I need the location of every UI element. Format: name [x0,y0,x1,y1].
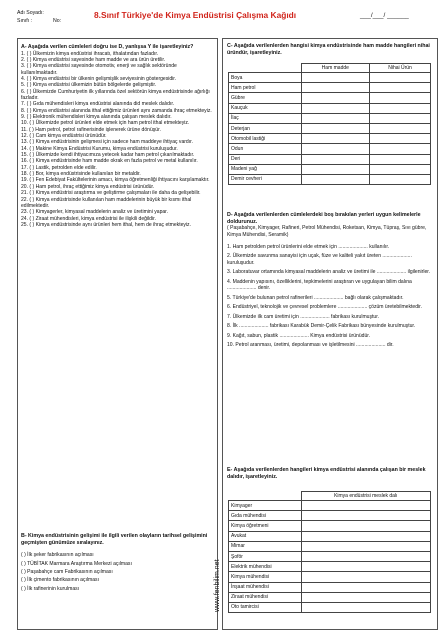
answer-cell[interactable] [301,602,431,612]
section-d-list [227,244,433,349]
answer-cell[interactable] [301,154,370,164]
answer-cell[interactable] [301,164,370,174]
table-row [229,154,431,164]
table-row [229,83,431,93]
statement-item: 2. ( ) Kimya endüstrisi sayesinde ham madde ve ara ürün üretilir. [21,56,166,63]
row-label: Mimar [229,541,302,551]
answer-cell[interactable] [301,113,370,123]
name-label: Adı Soyadı: [17,10,44,16]
answer-cell[interactable] [370,164,431,174]
statement-item: 24. ( ) Ziraat mühendisleri, kimya endüstrisi ile ilişkili değildir. [21,215,156,222]
statement-item: 22. ( ) Kimya endüstrisinde kullanılan ham maddelerinin büyük bir kısmı ithal edilmektedir. [21,196,192,209]
table-row [229,134,431,144]
row-label: Kimya öğretmeni [229,521,302,531]
row-label: Deterjan [229,123,302,133]
answer-cell[interactable] [301,582,431,592]
statement-item: 5. ( ) Kimya endüstrisi ülkemizin bütün bölgelerde gelişmiştir. [21,82,157,89]
answer-cell[interactable] [370,83,431,93]
row-label: Avukat [229,531,302,541]
statement-item: 13. ( ) Kimya endüstrisinin gelişmesi için sadece ham maddeye ihtiyaç vardır. [21,139,193,146]
answer-cell[interactable] [301,144,370,154]
row-label: Ziraat mühendisi [229,592,302,602]
table-row [229,582,431,592]
answer-cell[interactable] [301,562,431,572]
row-label: Deri [229,154,302,164]
col-meslek-dali: Kimya endüstrisi meslek dalı [301,492,431,501]
answer-cell[interactable] [301,572,431,582]
section-d-words: ( Paşabahçe, Kimyager, Rafineri, Petrol Mühendisi, Roketsan, Kimya, Tüpraş, Sıvı gübre, Kimya Mühendisi, Seramik) [227,225,427,238]
fill-blank-item: 9. Kağıt, sabun, plastik ..................... Kimya endüstrisi ürünüdür. [227,332,371,339]
row-label: Madeni yağ [229,164,302,174]
table-row [229,531,431,541]
row-label: İnşaat mühendisi [229,582,302,592]
section-c-title: C- Aşağıda verilenlerden hangisi kimya endüstrisinde ham madde hangileri nihai üründür, işaretleyiniz. [227,43,430,56]
answer-cell[interactable] [301,103,370,113]
fill-blank-item: 1. Ham petrolden petrol ürünlerini elde etmek için ..................... kullanılır. [227,243,390,250]
event-item: ( ) TÜBİTAK Marmara Araştırma Merkezi açılması [21,560,132,567]
row-label: Oto tamircisi [229,602,302,612]
statement-item: 7. ( ) Gıda mühendisleri kimya endüstrisi alanında did meslek dalıdır. [21,101,175,108]
row-label: Ham petrol [229,83,302,93]
section-a-title: A- Aşağıda verilen cümleleri doğru ise D, yanlışsa Y ile işaretleyiniz? [21,44,194,50]
row-label: Demir cevheri [229,174,302,184]
answer-cell[interactable] [301,501,431,511]
table-corner [229,64,302,73]
section-a-list [21,51,214,229]
left-column [17,38,218,630]
table-row [229,164,431,174]
class-label: Sınıfı : [17,18,32,24]
row-label: Gıda mühendisi [229,511,302,521]
row-label: Gübre [229,93,302,103]
answer-cell[interactable] [301,123,370,133]
statement-item: 17. ( ) Lastik, petrolden elde edilir. [21,164,97,171]
event-item: ( ) İlk çimento fabrikasının açılması [21,577,99,584]
statement-item: 3. ( ) Kimya endüstrisi sayesinde otomotiv, enerji ve sağlık sektöründe kullanılmaktadır. [21,63,177,76]
statement-item: 15. ( ) Ülkemizde kendi ihtiyacımıza yetecek kadar ham petrol çıkarılmaktadır. [21,152,195,159]
answer-cell[interactable] [301,592,431,602]
date-field: ___/___/ ______ [360,12,409,19]
no-label: No: [53,18,62,24]
answer-cell[interactable] [370,134,431,144]
row-label: İlaç [229,113,302,123]
fill-blank-item: 3. Laboratuvar ortamında kimyasal maddelerin analiz ve üretimi ile ..................... ilgilenirler. [227,269,431,276]
row-label: Şoför [229,551,302,561]
answer-cell[interactable] [301,531,431,541]
table-row [229,521,431,531]
col-ham-madde: Ham madde [301,64,370,73]
answer-cell[interactable] [370,154,431,164]
section-d-title: D- Aşağıda verilenlerden cümlelerdeki boş bırakılan yerleri uygun kelimelerle doldurunuz. [227,212,421,225]
table-row [229,73,431,83]
statement-item: 19. ( ) Fen Edebiyat Fakültelerinin amacı, kimya öğretmenliği ihtiyacını karşılamaktır. [21,177,210,184]
answer-cell[interactable] [301,174,370,184]
row-label: Kauçuk [229,103,302,113]
statement-item: 18. ( ) Bor, kimya endüstrisinde kullanılan bir metaldir. [21,171,141,178]
row-label: Kimya mühendisi [229,572,302,582]
answer-cell[interactable] [370,103,431,113]
fill-blank-item: 2. Ülkemizde savunma sanayisi için uçak, füze ve kaliteli yakıt üreten ..................... kuruluşudur. [227,253,412,266]
statement-item: 4. ( ) Kimya endüstrisi bir ülkenin gelişmişlik seviyesinin göstergesidir. [21,75,177,82]
row-label: Kimyager [229,501,302,511]
section-b-title: B- Kimya endüstrisinin gelişimi ile ilgili verilen olayların tarihsel gelişimini geçmişten günümüze sıralayınız. [21,533,208,546]
fill-blank-item: 7. Ülkemizde ilk cam üretimi için ..................... fabrikası kurulmuştur. [227,313,380,320]
table-row [229,541,431,551]
row-label: Boya [229,73,302,83]
table-row [229,592,431,602]
section-c-table [228,63,431,185]
event-item: ( ) Paşabahçe cam Fabrikasının açılması [21,568,113,575]
table-row [229,562,431,572]
row-label: Odun [229,144,302,154]
page-title: 8.Sınıf Türkiye'de Kimya Endüstrisi Çalışma Kağıdı [94,10,297,20]
section-e-table [228,491,431,613]
statement-item: 8. ( ) Kimya endüstrisi alanında ithal ettiğimiz ürünleri aynı zamanda ihraç etmekteyiz. [21,107,212,114]
statement-item: 23. ( ) Kimyagerler, kimyasal maddelerin analiz ve üretimini yapar. [21,209,168,216]
table-corner [229,492,302,501]
table-row [229,572,431,582]
answer-cell[interactable] [301,83,370,93]
table-row [229,551,431,561]
answer-cell[interactable] [301,511,431,521]
statement-item: 10. ( ) Ülkemizde petrol ürünleri elde etmek için ham petrol ithal etmekteyiz. [21,120,190,127]
statement-item: 1. ( ) Ülkemizin kimya endüstrisi ihracatı, ithalatından fazladır. [21,50,159,57]
statement-item: 14. ( ) Makine Kimya Endüstrisi Kurumu, kimya endüstrisi kuruluşudur. [21,145,178,152]
event-item: ( ) İlk rafinerinin kurulması [21,585,80,592]
fill-blank-item: 4. Maddenin yapısını, özelliklerini, tepkimelerini araştıran ve uygulayan bilim dalına ..................... denir. [227,278,412,292]
fill-blank-item: 8. İlk ..................... fabrikası Karabük Demir-Çelik Fabrikası bünyesinde kurulmuştur. [227,323,416,330]
section-e-title: E- Aşağıda verilenlerden hangileri kimya endüstrisi alanında çalışan bir meslek dalıdır, işaretleyiniz. [227,467,426,480]
table-row [229,511,431,521]
table-row [229,501,431,511]
table-row [229,113,431,123]
answer-cell[interactable] [301,541,431,551]
answer-cell[interactable] [370,123,431,133]
statement-item: 20. ( ) Ham petrol, ihraç ettiğimiz kimya endüstrisi ürünüdür. [21,183,155,190]
fill-blank-item: 5. Türkiye'de bulunan petrol rafinerileri ..................... bağlı olarak çalışmaktadır. [227,294,404,301]
answer-cell[interactable] [370,93,431,103]
answer-cell[interactable] [301,73,370,83]
col-nihai-urun: Nihai Ürün [370,64,431,73]
answer-cell[interactable] [370,113,431,123]
event-item: ( ) İlk şeker fabrikasının açılması [21,552,94,559]
table-row [229,174,431,184]
row-label: Elektrik mühendisi [229,562,302,572]
right-column [222,38,438,630]
statement-item: 12. ( ) Cam kimya endüstrisi ürünüdür. [21,133,107,140]
table-row [229,602,431,612]
answer-cell[interactable] [301,551,431,561]
answer-cell[interactable] [301,93,370,103]
watermark: www.fenbilim.net [214,559,221,612]
statement-item: 25. ( ) Kimya endüstrisinde aynı ürünleri hem ithal, hem de ihraç etmekteyiz. [21,221,191,228]
answer-cell[interactable] [370,144,431,154]
fill-blank-item: 10. Petrol aranması, üretimi, depolanması ve işletilmesini ..................... dir. [227,342,394,349]
answer-cell[interactable] [301,521,431,531]
statement-item: 6. ( ) Ülkemizde Cumhuriyetin ilk yıllarında özel sektörün kimya endüstrisinde ağırlığı fazladır. [21,88,210,101]
table-row [229,103,431,113]
fill-blank-item: 6. Endüstriyel, teknolojik ve çevresel problemlere ..................... çözüm üretebilmektedir. [227,304,422,311]
answer-cell[interactable] [370,73,431,83]
table-row [229,93,431,103]
table-row [229,123,431,133]
row-label: Otomobil lastiği [229,134,302,144]
statement-item: 9. ( ) Elektronik mühendisleri kimya alanında çalışan meslek dalıdır. [21,114,172,121]
statement-item: 21. ( ) Kimya endüstrisi araştırma ve geliştirme çalışmaları ile daha da gelişebilir. [21,190,201,197]
answer-cell[interactable] [301,134,370,144]
table-row [229,144,431,154]
answer-cell[interactable] [370,174,431,184]
section-b-list [21,552,214,592]
statement-item: 16. ( ) Kimya endüstrisinde ham madde okrak en fazla petrol ve metal kullanılır. [21,158,198,165]
statement-item: 11. ( ) Ham petrol, petrol rafinerisinde işlenerek ürüne dönüşür. [21,126,161,133]
